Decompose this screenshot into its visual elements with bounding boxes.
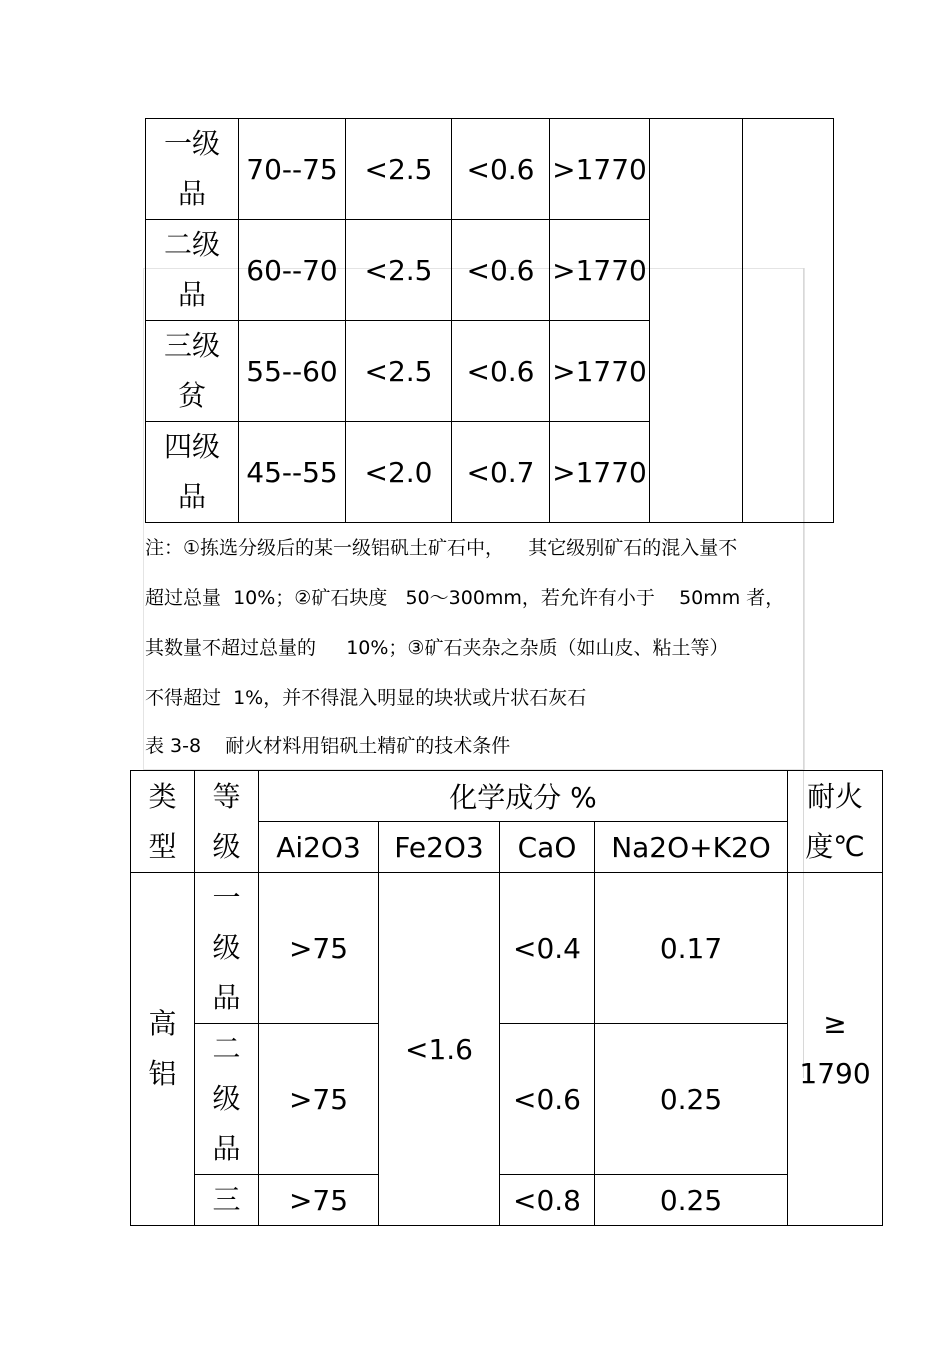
- grade-label: 三: [195, 1175, 259, 1226]
- type-label: 高 铝: [131, 873, 195, 1226]
- table-cell: >1770: [550, 321, 650, 422]
- fe2o3-merged-cell: <1.6: [379, 873, 500, 1226]
- table-cell: <2.5: [346, 220, 452, 321]
- table-cell: >1770: [550, 422, 650, 523]
- table-row: [131, 1175, 883, 1226]
- empty-merged-cell: [650, 119, 743, 523]
- note-line: 不得超过 1%，并不得混入明显的块状或片状石灰石: [145, 687, 587, 709]
- empty-merged-cell: [743, 119, 834, 523]
- table-cell: <2.5: [346, 321, 452, 422]
- table-cell: <0.6: [452, 119, 550, 220]
- al2o3-cell: 60--70: [239, 220, 346, 321]
- bauxite-concentrate-table: [130, 770, 883, 1226]
- header-al2o3: Ai2O3: [259, 822, 379, 873]
- al2o3-cell: 70--75: [239, 119, 346, 220]
- na2o-cell: 0.17: [595, 873, 788, 1024]
- table-cell: >1770: [550, 220, 650, 321]
- header-cao: CaO: [500, 822, 595, 873]
- grade-label: 一 级 品: [195, 873, 259, 1024]
- al2o3-cell: >75: [259, 1024, 379, 1175]
- table-row: [131, 873, 883, 1024]
- al2o3-cell: >75: [259, 873, 379, 1024]
- grade-label: 二级 品: [146, 220, 239, 321]
- al2o3-cell: 45--55: [239, 422, 346, 523]
- header-fe2o3: Fe2O3: [379, 822, 500, 873]
- note-line: 注：①拣选分级后的某一级铝矾土矿石中， 其它级别矿石的混入量不: [145, 537, 738, 559]
- table-cell: <2.5: [346, 119, 452, 220]
- table-cell: >1770: [550, 119, 650, 220]
- table-cell: <0.6: [452, 220, 550, 321]
- al2o3-cell: >75: [259, 1175, 379, 1226]
- header-refractoriness: 耐火 度℃: [788, 771, 883, 873]
- header-type: 类 型: [131, 771, 195, 873]
- refractoriness-merged-cell: ≥ 1790: [788, 873, 883, 1226]
- table-cell: <0.6: [452, 321, 550, 422]
- cao-cell: <0.6: [500, 1024, 595, 1175]
- cao-cell: <0.8: [500, 1175, 595, 1226]
- table-cell: <2.0: [346, 422, 452, 523]
- ore-grade-table: [145, 118, 834, 523]
- header-row: [131, 771, 883, 822]
- table-row: [131, 1024, 883, 1175]
- al2o3-cell: 55--60: [239, 321, 346, 422]
- header-na2o-k2o: Na2O+K2O: [595, 822, 788, 873]
- note-line: 其数量不超过总量的 10%；③矿石夹杂之杂质（如山皮、粘土等）: [145, 637, 729, 659]
- note-line: 超过总量 10%；②矿石块度 50～300mm，若允许有小于 50mm 者，: [145, 587, 785, 609]
- grade-label: 四级 品: [146, 422, 239, 523]
- table-caption: 表 3-8 耐火材料用铝矾土精矿的技术条件: [145, 735, 511, 757]
- header-grade: 等 级: [195, 771, 259, 873]
- grade-label: 二 级 品: [195, 1024, 259, 1175]
- header-chemical-composition: 化学成分 %: [259, 771, 788, 822]
- table-cell: <0.7: [452, 422, 550, 523]
- cao-cell: <0.4: [500, 873, 595, 1024]
- table-row: [146, 119, 834, 220]
- na2o-cell: 0.25: [595, 1024, 788, 1175]
- grade-label: 三级 贫: [146, 321, 239, 422]
- na2o-cell: 0.25: [595, 1175, 788, 1226]
- grade-label: 一级 品: [146, 119, 239, 220]
